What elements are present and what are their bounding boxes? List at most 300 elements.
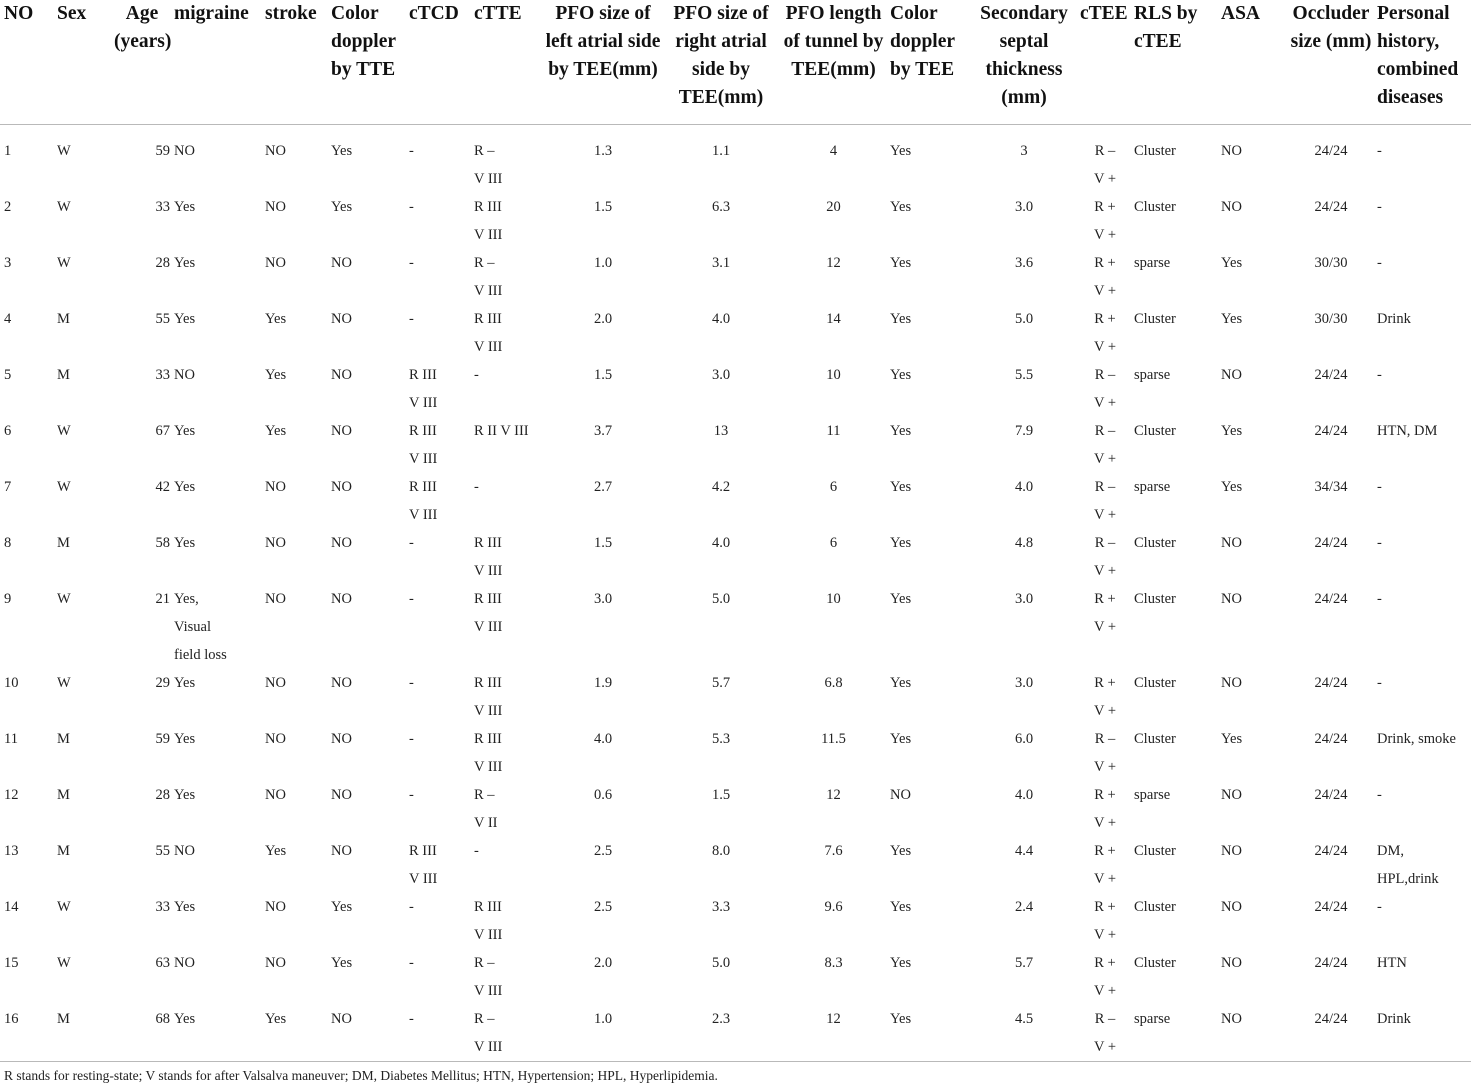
table-cell-migraine: Yes xyxy=(174,199,196,215)
table-header-row xyxy=(0,0,1471,125)
table-cell-color-doppler-tee: Yes xyxy=(890,367,912,383)
table-cell-no: 14 xyxy=(4,899,19,915)
table-cell-pfo-tunnel: 14 xyxy=(826,311,841,327)
table-cell-rls: Cluster xyxy=(1134,731,1176,747)
table-cell-color-doppler-tee: Yes xyxy=(890,955,912,971)
table-cell-asa: NO xyxy=(1221,199,1242,215)
table-cell-ctte: R III V III xyxy=(474,899,503,943)
table-cell-migraine: NO xyxy=(174,367,195,383)
table-cell-rls: Cluster xyxy=(1134,955,1176,971)
table-cell-rls: Cluster xyxy=(1134,535,1176,551)
table-cell-pfo-left: 0.6 xyxy=(593,787,613,803)
table-cell-septal: 3.0 xyxy=(1014,675,1034,691)
table-cell-pfo-tunnel: 11.5 xyxy=(821,731,846,747)
table-cell-pfo-right: 4.2 xyxy=(711,479,731,495)
table-cell-stroke: NO xyxy=(265,255,286,271)
table-cell-asa: NO xyxy=(1221,675,1242,691)
table-cell-occluder: 30/30 xyxy=(1314,311,1348,327)
table-cell-color-doppler-tee: Yes xyxy=(890,423,912,439)
table-cell-color-doppler-tte: NO xyxy=(331,311,352,327)
table-cell-pfo-right: 1.5 xyxy=(711,787,731,803)
table-cell-ctee: R + V + xyxy=(1093,899,1116,943)
table-row xyxy=(0,669,1471,725)
table-row xyxy=(0,361,1471,417)
table-cell-color-doppler-tte: NO xyxy=(331,1011,352,1027)
column-header-ctte: cTTE xyxy=(470,0,541,125)
column-header-color-doppler-tee: Color doppler by TEE xyxy=(886,0,968,125)
table-cell-ctee: R – V + xyxy=(1093,367,1116,411)
table-cell-ctte: R – V III xyxy=(474,255,503,299)
table-cell-no: 1 xyxy=(4,143,12,159)
table-row xyxy=(0,893,1471,949)
table-cell-color-doppler-tee: Yes xyxy=(890,143,912,159)
table-cell-ctte: - xyxy=(474,367,479,383)
table-cell-sex: W xyxy=(57,255,71,271)
table-cell-pfo-left: 3.7 xyxy=(593,423,613,439)
table-cell-pfo-right: 4.0 xyxy=(711,535,731,551)
table-cell-no: 12 xyxy=(4,787,19,803)
table-cell-ctte: - xyxy=(474,479,479,495)
table-cell-sex: W xyxy=(57,199,71,215)
table-cell-stroke: NO xyxy=(265,535,286,551)
table-cell-occluder: 24/24 xyxy=(1314,367,1348,383)
table-cell-pfo-tunnel: 8.3 xyxy=(824,955,843,971)
table-cell-color-doppler-tte: NO xyxy=(331,787,352,803)
table-cell-rls: sparse xyxy=(1134,479,1171,495)
table-cell-migraine: Yes xyxy=(174,1011,196,1027)
table-cell-pfo-left: 3.0 xyxy=(593,591,613,607)
column-header-ctcd: cTCD xyxy=(405,0,470,125)
table-cell-age: 55 xyxy=(155,311,170,327)
table-cell-rls: Cluster xyxy=(1134,311,1176,327)
table-cell-septal: 6.0 xyxy=(1014,731,1034,747)
table-cell-age: 33 xyxy=(155,199,170,215)
table-cell-ctee: R – V + xyxy=(1093,423,1116,467)
table-cell-color-doppler-tte: NO xyxy=(331,843,352,859)
table-cell-history: - xyxy=(1377,143,1382,159)
table-cell-ctcd: - xyxy=(409,955,414,971)
column-header-no: NO xyxy=(0,0,53,125)
table-cell-ctee: R + V + xyxy=(1093,311,1116,355)
table-cell-no: 13 xyxy=(4,843,19,859)
table-cell-pfo-left: 1.0 xyxy=(593,1011,613,1027)
column-header-pfo-left: PFO size of left atrial side by TEE(mm) xyxy=(541,0,661,125)
table-row xyxy=(0,585,1471,669)
table-cell-septal: 4.0 xyxy=(1014,479,1034,495)
column-header-pfo-right: PFO size of right atrial side by TEE(mm) xyxy=(661,0,777,125)
table-cell-asa: Yes xyxy=(1221,423,1243,439)
table-cell-septal: 4.0 xyxy=(1014,787,1034,803)
table-cell-pfo-right: 1.1 xyxy=(711,143,731,159)
table-cell-stroke: Yes xyxy=(265,423,287,439)
table-cell-pfo-left: 1.0 xyxy=(593,255,613,271)
table-cell-sex: M xyxy=(57,843,70,859)
table-row xyxy=(0,193,1471,249)
table-cell-rls: sparse xyxy=(1134,255,1171,271)
table-cell-ctcd: - xyxy=(409,535,414,551)
table-row xyxy=(0,125,1471,194)
table-cell-age: 63 xyxy=(155,955,170,971)
table-cell-migraine: NO xyxy=(174,843,195,859)
table-cell-stroke: NO xyxy=(265,899,286,915)
table-cell-sex: W xyxy=(57,479,71,495)
table-cell-age: 33 xyxy=(155,367,170,383)
table-cell-history: HTN, DM xyxy=(1377,423,1438,439)
table-cell-pfo-right: 3.0 xyxy=(711,367,731,383)
table-cell-pfo-left: 2.5 xyxy=(593,899,613,915)
table-cell-color-doppler-tte: NO xyxy=(331,479,352,495)
table-cell-sex: M xyxy=(57,367,70,383)
table-cell-occluder: 24/24 xyxy=(1314,535,1348,551)
table-cell-ctcd: - xyxy=(409,255,414,271)
table-cell-history: - xyxy=(1377,899,1382,915)
table-cell-no: 2 xyxy=(4,199,12,215)
table-cell-ctte: - xyxy=(474,843,479,859)
table-cell-no: 15 xyxy=(4,955,19,971)
table-cell-history: - xyxy=(1377,255,1382,271)
table-cell-stroke: NO xyxy=(265,787,286,803)
table-cell-history: Drink, smoke xyxy=(1377,731,1456,747)
table-cell-ctee: R – V + xyxy=(1093,535,1116,579)
table-cell-migraine: NO xyxy=(174,955,195,971)
table-cell-history: - xyxy=(1377,787,1382,803)
table-cell-pfo-right: 4.0 xyxy=(711,311,731,327)
column-header-migraine: migraine xyxy=(170,0,261,125)
table-cell-age: 68 xyxy=(155,1011,170,1027)
table-cell-color-doppler-tee: Yes xyxy=(890,199,912,215)
table-cell-ctee: R – V + xyxy=(1093,479,1116,523)
column-header-occluder: Occluder size (mm) xyxy=(1285,0,1373,125)
table-cell-asa: NO xyxy=(1221,535,1242,551)
table-cell-ctte: R III V III xyxy=(474,675,503,719)
column-header-history: Personal history, combined diseases xyxy=(1373,0,1471,125)
table-cell-septal: 3.6 xyxy=(1014,255,1034,271)
table-cell-rls: Cluster xyxy=(1134,591,1176,607)
table-cell-pfo-left: 1.5 xyxy=(593,535,613,551)
table-cell-asa: NO xyxy=(1221,955,1242,971)
table-cell-pfo-right: 6.3 xyxy=(711,199,731,215)
table-cell-ctee: R + V + xyxy=(1093,787,1116,831)
table-cell-ctee: R + V + xyxy=(1093,591,1116,635)
table-cell-occluder: 24/24 xyxy=(1314,423,1348,439)
table-row xyxy=(0,725,1471,781)
table-bottom-rule xyxy=(0,1062,1471,1065)
table-cell-rls: sparse xyxy=(1134,1011,1171,1027)
table-cell-occluder: 24/24 xyxy=(1314,143,1348,159)
table-cell-septal: 3.0 xyxy=(1014,199,1034,215)
table-cell-ctcd: R III V III xyxy=(409,423,438,467)
table-cell-ctcd: R III V III xyxy=(409,479,438,523)
table-cell-pfo-tunnel: 7.6 xyxy=(824,843,843,859)
table-cell-pfo-left: 1.9 xyxy=(593,675,613,691)
table-cell-occluder: 24/24 xyxy=(1314,731,1348,747)
table-cell-history: HTN xyxy=(1377,955,1407,971)
table-cell-history: - xyxy=(1377,675,1382,691)
table-cell-no: 5 xyxy=(4,367,12,383)
table-cell-stroke: NO xyxy=(265,731,286,747)
table-cell-color-doppler-tee: Yes xyxy=(890,479,912,495)
table-cell-age: 29 xyxy=(155,675,170,691)
table-footnote: R stands for resting-state; V stands for after Valsalva maneuver; DM, Diabetes Mellitus; HTN, Hypertension; HPL, Hyperlipidemia. xyxy=(4,1068,718,1083)
table-row xyxy=(0,949,1471,1005)
table-cell-no: 9 xyxy=(4,591,12,607)
table-cell-color-doppler-tte: Yes xyxy=(331,955,353,971)
table-cell-septal: 5.0 xyxy=(1014,311,1034,327)
column-header-color-doppler-tte: Color doppler by TTE xyxy=(327,0,405,125)
table-cell-color-doppler-tte: NO xyxy=(331,535,352,551)
table-cell-asa: NO xyxy=(1221,843,1242,859)
table-cell-color-doppler-tte: NO xyxy=(331,367,352,383)
table-cell-occluder: 24/24 xyxy=(1314,591,1348,607)
table-cell-ctcd: - xyxy=(409,591,414,607)
table-cell-no: 10 xyxy=(4,675,19,691)
table-cell-rls: Cluster xyxy=(1134,843,1176,859)
table-cell-pfo-tunnel: 20 xyxy=(826,199,841,215)
column-header-septal: Secondary septal thickness (mm) xyxy=(968,0,1076,125)
table-cell-pfo-right: 13 xyxy=(713,423,729,439)
table-cell-pfo-left: 4.0 xyxy=(593,731,613,747)
table-cell-rls: Cluster xyxy=(1134,675,1176,691)
table-cell-migraine: Yes xyxy=(174,899,196,915)
table-cell-history: - xyxy=(1377,591,1382,607)
table-cell-stroke: Yes xyxy=(265,1011,287,1027)
table-cell-migraine: Yes, Visual field loss xyxy=(174,591,227,663)
table-cell-color-doppler-tee: Yes xyxy=(890,731,912,747)
table-cell-history: - xyxy=(1377,535,1382,551)
table-cell-pfo-left: 2.7 xyxy=(593,479,613,495)
table-cell-age: 59 xyxy=(155,143,170,159)
table-cell-migraine: Yes xyxy=(174,535,196,551)
table-cell-pfo-right: 5.7 xyxy=(711,675,731,691)
table-cell-asa: NO xyxy=(1221,367,1242,383)
table-cell-history: Drink xyxy=(1377,1011,1411,1027)
table-cell-occluder: 24/24 xyxy=(1314,199,1348,215)
table-cell-migraine: Yes xyxy=(174,787,196,803)
table-cell-stroke: NO xyxy=(265,143,286,159)
table-cell-history: Drink xyxy=(1377,311,1411,327)
table-row xyxy=(0,305,1471,361)
table-cell-color-doppler-tte: Yes xyxy=(331,143,353,159)
table-cell-sex: W xyxy=(57,591,71,607)
table-cell-age: 58 xyxy=(155,535,170,551)
table-cell-pfo-left: 2.0 xyxy=(593,955,613,971)
table-cell-ctcd: R III V III xyxy=(409,367,438,411)
table-cell-sex: M xyxy=(57,311,70,327)
table-cell-occluder: 24/24 xyxy=(1314,675,1348,691)
table-cell-sex: W xyxy=(57,955,71,971)
table-cell-age: 33 xyxy=(155,899,170,915)
table-row xyxy=(0,473,1471,529)
table-cell-occluder: 24/24 xyxy=(1314,843,1348,859)
table-cell-stroke: NO xyxy=(265,199,286,215)
table-cell-septal: 4.8 xyxy=(1014,535,1034,551)
table-cell-color-doppler-tte: Yes xyxy=(331,199,353,215)
table-cell-occluder: 24/24 xyxy=(1314,1011,1348,1027)
table-cell-septal: 4.5 xyxy=(1014,1011,1034,1027)
table-cell-migraine: Yes xyxy=(174,423,196,439)
table-row xyxy=(0,1005,1471,1062)
table-cell-pfo-left: 2.5 xyxy=(593,843,613,859)
table-row xyxy=(0,781,1471,837)
table-cell-color-doppler-tte: NO xyxy=(331,423,352,439)
table-cell-age: 21 xyxy=(155,591,170,607)
table-cell-pfo-right: 5.0 xyxy=(711,955,731,971)
table-row xyxy=(0,249,1471,305)
table-cell-ctcd: - xyxy=(409,199,414,215)
table-cell-no: 3 xyxy=(4,255,12,271)
table-row xyxy=(0,837,1471,893)
table-cell-ctte: R III V III xyxy=(474,591,503,635)
table-cell-history: - xyxy=(1377,367,1382,383)
table-body xyxy=(0,125,1471,1062)
table-cell-color-doppler-tte: NO xyxy=(331,675,352,691)
table-cell-color-doppler-tte: NO xyxy=(331,255,352,271)
table-cell-history: DM, HPL,drink xyxy=(1377,843,1439,887)
table-cell-pfo-tunnel: 6 xyxy=(829,535,838,551)
table-cell-ctee: R + V + xyxy=(1093,955,1116,999)
table-cell-occluder: 24/24 xyxy=(1314,899,1348,915)
table-cell-stroke: NO xyxy=(265,675,286,691)
table-cell-asa: NO xyxy=(1221,899,1242,915)
table-cell-stroke: NO xyxy=(265,955,286,971)
table-cell-ctee: R – V + xyxy=(1093,143,1116,187)
table-cell-asa: NO xyxy=(1221,1011,1242,1027)
table-cell-ctee: R – V + xyxy=(1093,1011,1116,1055)
table-cell-septal: 3 xyxy=(1020,143,1028,159)
table-cell-migraine: Yes xyxy=(174,675,196,691)
table-cell-no: 8 xyxy=(4,535,12,551)
table-cell-stroke: Yes xyxy=(265,367,287,383)
table-cell-ctcd: - xyxy=(409,899,414,915)
table-cell-ctcd: - xyxy=(409,675,414,691)
table-cell-pfo-tunnel: 4 xyxy=(829,143,838,159)
table-cell-septal: 4.4 xyxy=(1014,843,1034,859)
table-cell-ctcd: - xyxy=(409,787,414,803)
table-cell-age: 55 xyxy=(155,843,170,859)
table-cell-sex: M xyxy=(57,731,70,747)
table-cell-pfo-right: 5.3 xyxy=(711,731,731,747)
table-cell-ctee: R + V + xyxy=(1093,675,1116,719)
table-cell-no: 11 xyxy=(4,731,18,747)
table-cell-no: 4 xyxy=(4,311,12,327)
column-header-age: Age (years) xyxy=(110,0,170,125)
table-cell-age: 59 xyxy=(155,731,170,747)
column-header-rls: RLS by cTEE xyxy=(1130,0,1217,125)
table-cell-ctte: R III V III xyxy=(474,535,503,579)
table-cell-stroke: NO xyxy=(265,479,286,495)
table-cell-color-doppler-tee: Yes xyxy=(890,591,912,607)
table-cell-pfo-right: 3.3 xyxy=(711,899,731,915)
table-cell-ctte: R – V II xyxy=(474,787,498,831)
table-cell-asa: NO xyxy=(1221,591,1242,607)
table-cell-pfo-tunnel: 6.8 xyxy=(824,675,843,691)
table-cell-color-doppler-tee: Yes xyxy=(890,535,912,551)
table-cell-color-doppler-tee: Yes xyxy=(890,843,912,859)
table-cell-sex: W xyxy=(57,143,71,159)
table-cell-pfo-tunnel: 12 xyxy=(826,787,841,803)
table-cell-age: 42 xyxy=(155,479,170,495)
table-cell-stroke: Yes xyxy=(265,311,287,327)
table-cell-rls: sparse xyxy=(1134,367,1171,383)
table-cell-rls: sparse xyxy=(1134,787,1171,803)
table-cell-pfo-right: 8.0 xyxy=(711,843,731,859)
table-row xyxy=(0,417,1471,473)
table-cell-pfo-tunnel: 10 xyxy=(826,591,841,607)
table-cell-ctee: R – V + xyxy=(1093,731,1116,775)
table-cell-sex: M xyxy=(57,535,70,551)
table-cell-migraine: Yes xyxy=(174,479,196,495)
table-cell-asa: Yes xyxy=(1221,731,1243,747)
table-cell-pfo-right: 2.3 xyxy=(711,1011,731,1027)
table-cell-pfo-tunnel: 9.6 xyxy=(824,899,843,915)
table-cell-sex: W xyxy=(57,899,71,915)
table-cell-color-doppler-tee: Yes xyxy=(890,311,912,327)
table-cell-color-doppler-tee: Yes xyxy=(890,899,912,915)
table-cell-occluder: 24/24 xyxy=(1314,955,1348,971)
table-cell-ctte: R – V III xyxy=(474,143,503,187)
table-cell-septal: 7.9 xyxy=(1014,423,1034,439)
table-cell-asa: Yes xyxy=(1221,311,1243,327)
table-cell-color-doppler-tte: NO xyxy=(331,731,352,747)
table-cell-ctee: R + V + xyxy=(1093,255,1116,299)
table-cell-sex: W xyxy=(57,423,71,439)
table-cell-ctte: R – V III xyxy=(474,1011,503,1055)
column-header-ctee: cTEE xyxy=(1076,0,1130,125)
table-cell-migraine: Yes xyxy=(174,311,196,327)
column-header-pfo-tunnel: PFO length of tunnel by TEE(mm) xyxy=(777,0,886,125)
table-cell-migraine: NO xyxy=(174,143,195,159)
table-cell-septal: 3.0 xyxy=(1014,591,1034,607)
table-cell-color-doppler-tte: Yes xyxy=(331,899,353,915)
table-cell-stroke: Yes xyxy=(265,843,287,859)
table-cell-pfo-tunnel: 12 xyxy=(826,255,841,271)
column-header-stroke: stroke xyxy=(261,0,327,125)
table-cell-ctcd: - xyxy=(409,311,414,327)
table-cell-ctee: R + V + xyxy=(1093,199,1116,243)
table-cell-pfo-tunnel: 12 xyxy=(826,1011,841,1027)
table-cell-stroke: NO xyxy=(265,591,286,607)
table-cell-asa: Yes xyxy=(1221,255,1243,271)
table-cell-ctte: R III V III xyxy=(474,199,503,243)
table-cell-asa: NO xyxy=(1221,787,1242,803)
table-cell-sex: W xyxy=(57,675,71,691)
table-cell-occluder: 34/34 xyxy=(1314,479,1348,495)
table-cell-ctee: R + V + xyxy=(1093,843,1116,887)
table-cell-septal: 5.5 xyxy=(1014,367,1034,383)
column-header-sex: Sex xyxy=(53,0,110,125)
table-cell-pfo-right: 3.1 xyxy=(711,255,731,271)
table-cell-color-doppler-tee: NO xyxy=(890,787,911,803)
table-cell-rls: Cluster xyxy=(1134,899,1176,915)
table-cell-rls: Cluster xyxy=(1134,199,1176,215)
table-cell-age: 67 xyxy=(155,423,170,439)
table-cell-ctte: R III V III xyxy=(474,731,503,775)
table-cell-ctcd: - xyxy=(409,143,414,159)
table-cell-history: - xyxy=(1377,479,1382,495)
table-cell-pfo-tunnel: 6 xyxy=(829,479,838,495)
table-cell-ctte: R – V III xyxy=(474,955,503,999)
table-cell-occluder: 24/24 xyxy=(1314,787,1348,803)
table-cell-sex: M xyxy=(57,787,70,803)
table-cell-asa: Yes xyxy=(1221,479,1243,495)
table-cell-occluder: 30/30 xyxy=(1314,255,1348,271)
table-row xyxy=(0,529,1471,585)
column-header-asa: ASA xyxy=(1217,0,1285,125)
table-cell-no: 6 xyxy=(4,423,12,439)
table-cell-sex: M xyxy=(57,1011,70,1027)
table-cell-ctcd: R III V III xyxy=(409,843,438,887)
table-cell-rls: Cluster xyxy=(1134,143,1176,159)
